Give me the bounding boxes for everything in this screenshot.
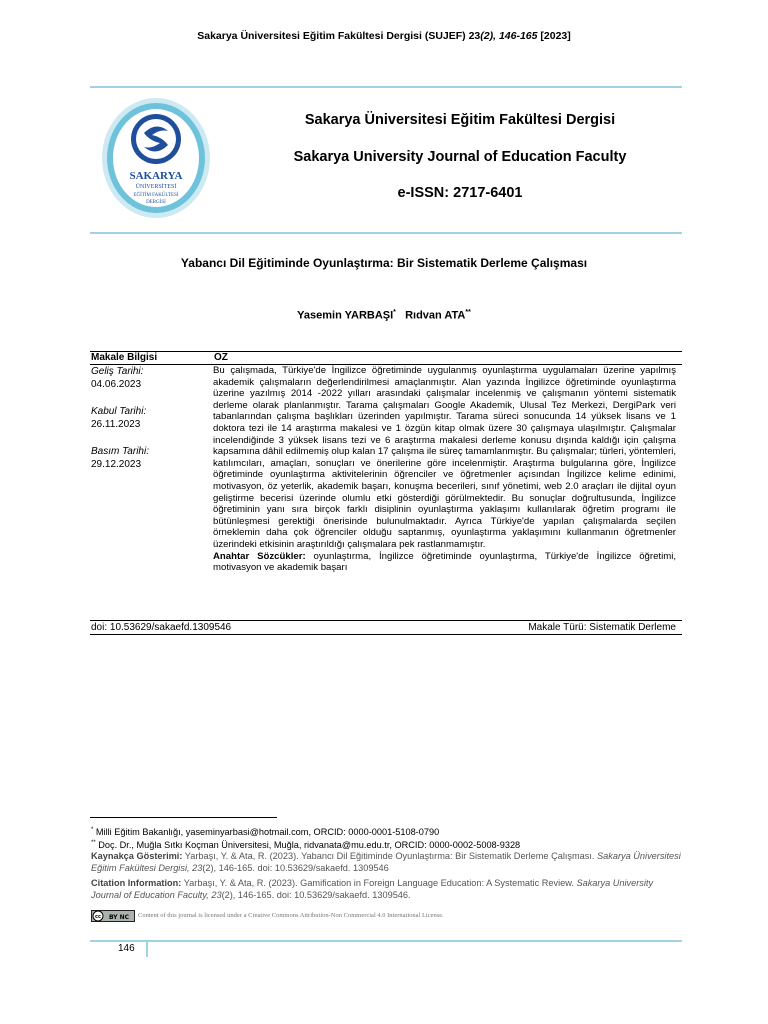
- footnote-mark: **: [465, 309, 471, 316]
- svg-text:SAKARYA: SAKARYA: [129, 170, 183, 182]
- table-bottom-rule: [90, 620, 682, 621]
- author-name: Yasemin YARBAŞI: [297, 309, 394, 322]
- license-text: Content of this journal is licensed under a Creative Commons Attribution-Non Commercial 4.0 International License.: [138, 912, 444, 919]
- cc-license-badge: [91, 910, 135, 922]
- svg-text:DERGİSİ: DERGİSİ: [146, 200, 166, 205]
- doi: doi: 10.53629/sakaefd.1309546: [91, 622, 232, 633]
- footnote-author1: * Milli Eğitim Bakanlığı, yaseminyarbasi@hotmail.com, ORCID: 0000-0001-5108-0790: [91, 827, 440, 838]
- author-name: Rıdvan ATA: [405, 309, 466, 322]
- journal-issn: e-ISSN: 2717-6401: [397, 185, 523, 201]
- received-label: Geliş Tarihi:: [91, 366, 144, 377]
- accepted-date: 26.11.2023: [91, 419, 141, 430]
- published-date: 29.12.2023: [91, 459, 142, 470]
- abstract-body: [213, 365, 676, 574]
- table-end-rule: [90, 634, 682, 635]
- footnote-rule: [90, 817, 277, 818]
- journal-name-tr: Sakarya Üniversitesi Eğitim Fakültesi Dergisi: [304, 112, 616, 128]
- footnote-mark: *: [393, 309, 396, 316]
- info-header: Makale Bilgisi: [91, 352, 158, 363]
- accepted-label: Kabul Tarihi:: [91, 406, 147, 417]
- running-head: Sakarya Üniversitesi Eğitim Fakültesi Dergisi (SUJEF) 23(2), 146-165 [2023]: [197, 30, 571, 42]
- keywords-label: Anahtar Sözcükler:: [213, 550, 306, 562]
- header-rule: [90, 86, 682, 88]
- abstract-text: Bu çalışmada, Türkiye'de İngilizce öğretiminde uygulanmış oyunlaştırma uygulamaları üzerine yapılmış akademik çalışmaların değerlendirilmesi amaçlanmıştır. Alan yazında İngilizce öğretiminde oyunlaştırma üzerine yazılmış 2014 -2022 yılları arasındaki çalışmalar incelenmiş ve çalışmanın yöntemi sistematik derleme olarak planlanmıştır. Tarama çalışmaları Google Akademik, Ulusal Tez Merkezi, DergiPark veri tabanlarından çalışma başlıkları üzerinden yapılmıştır. Tarama süreci sonucunda 14 yüksek lisans ve 1 doktora tezi ile 14 araştırma makalesi ve 1 özgün kitap olmak üzere 30 çalışmaya ulaşılmıştır. Çalışmalar incelendiğinde 3 yüksek lisans tezi ve 6 araştırma makalesi derleme konusu dışında kaldığı için çalışma kapsamına dâhil edilmemiş olup kalan 17 çalışma ile süreç tamamlanmıştır. Bu çalışmalar; türleri, yöntemleri, katılımcıları, amaçları, sonuçları ve önerilerine göre incelenmiştir. Araştırma bulgularına göre, İngilizce öğretiminde oyunlaştırma aktivitelerinin öğrenciler ve öğretmenler açısından İngilizce kelime edinimi, motivasyon, öz yeterlik, akademik başarı, konuşma becerileri, sınıf yönetimi, web 2.0 araçları ile dijital oyun geliştirme becerisi üzerinde olumlu etki gösterdiği görülmektedir. Bu sonuçlar doğrultusunda, İngilizce öğretiminin yanı sıra birçok farklı disiplinin oyunlaştırma yaklaşımı kullanılarak öğretim programı ile bütünleşmesi gerektiği önerisinde bulunulmaktadır. Ayrıca Türkiye'de yapılan çalışmalarda seçilen örneklemin daha çok öğrenciler olduğu saptanmış, oyunlaştırma yaklaşımını kullanmanın öğretmenler üzerindeki etkisinin araştırıldığı çalışmalara pek rastlanmamıştır.: [213, 365, 676, 550]
- page-number-bar: [146, 941, 148, 957]
- svg-text:BY NC: BY NC: [108, 914, 130, 921]
- received-date: 04.06.2023: [91, 379, 142, 390]
- page-number: 146: [118, 943, 135, 954]
- title-rule: [90, 232, 682, 234]
- article-title: Yabancı Dil Eğitiminde Oyunlaştırma: Bir Sistematik Derleme Çalışması: [180, 256, 588, 270]
- published-label: Basım Tarihi:: [91, 446, 149, 457]
- footer-rule: [90, 940, 682, 942]
- table-top-rule: [90, 351, 682, 352]
- citation-tr: Kaynakça Gösterimi: Yarbaşı, Y. & Ata, R. (2023). Yabancı Dil Eğitiminde Oyunlaştırma: Bir Sistematik Derleme Çalışması. Sakarya Üniversitesi Eğitim Fakültesi Dergisi, 23(2), 146-165. doi: 10.53629/sakaefd. 1309546: [91, 851, 681, 873]
- keywords: oyunlaştırma, İngilizce öğretiminde oyunlaştırma, Türkiye'de İngilizce öğretimi, motivasyon ve akademik başarı: [213, 550, 676, 574]
- author-line: [0, 309, 768, 322]
- journal-name-en: Sakarya University Journal of Education Faculty: [293, 149, 627, 165]
- journal-logo: [100, 95, 212, 220]
- footnote-author2: ** Doç. Dr., Muğla Sıtkı Koçman Üniversitesi, Muğla, ridvanata@mu.edu.tr, ORCID: 0000-0002-5008-9328: [91, 840, 521, 851]
- svg-text:cc: cc: [95, 914, 101, 920]
- svg-text:ÜNİVERSİTESİ: ÜNİVERSİTESİ: [135, 184, 177, 190]
- svg-text:EĞİTİM FAKÜLTESİ: EĞİTİM FAKÜLTESİ: [133, 193, 179, 198]
- abstract-header: ÖZ: [214, 352, 228, 363]
- citation-en: Citation Information: Yarbaşı, Y. & Ata, R. (2023). Gamification in Foreign Language Education: A Systematic Review. Sakarya University Journal of Education Faculty, 23(2), 146-165. doi: 10.53629/sakaefd. 1309546.: [91, 878, 654, 900]
- article-type: Makale Türü: Sistematik Derleme: [528, 622, 676, 633]
